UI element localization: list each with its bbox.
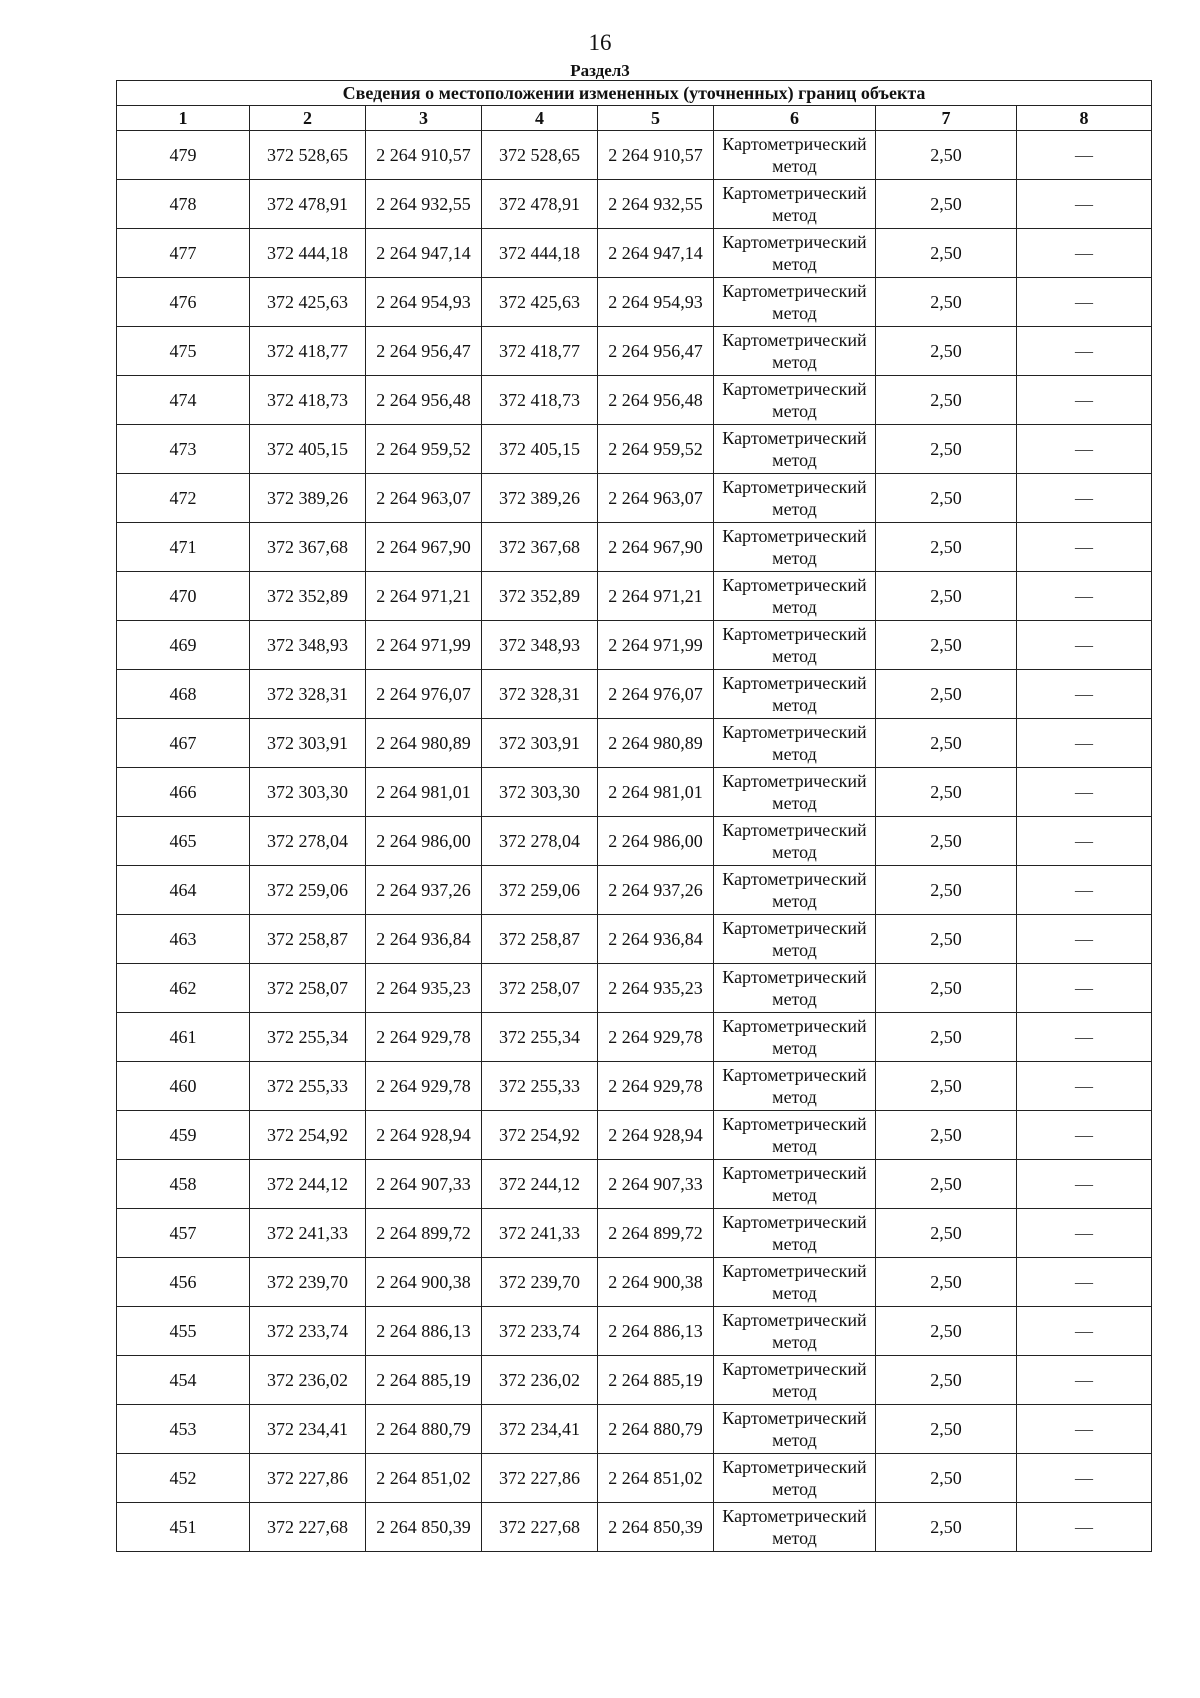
x-new-cell: 372 278,04 (482, 817, 598, 866)
description-cell: — (1017, 131, 1152, 180)
method-cell: Картометрический метод (714, 474, 876, 523)
accuracy-cell: 2,50 (876, 621, 1017, 670)
accuracy-cell: 2,50 (876, 1258, 1017, 1307)
method-cell: Картометрический метод (714, 817, 876, 866)
point-number-cell: 472 (117, 474, 250, 523)
accuracy-cell: 2,50 (876, 1405, 1017, 1454)
accuracy-cell: 2,50 (876, 1356, 1017, 1405)
y-old-cell: 2 264 971,99 (366, 621, 482, 670)
y-new-cell: 2 264 928,94 (598, 1111, 714, 1160)
x-old-cell: 372 444,18 (250, 229, 366, 278)
table-row (117, 817, 1152, 866)
x-old-cell: 372 227,86 (250, 1454, 366, 1503)
y-new-cell: 2 264 910,57 (598, 131, 714, 180)
x-old-cell: 372 259,06 (250, 866, 366, 915)
column-number: 1 (117, 106, 250, 131)
x-old-cell: 372 255,34 (250, 1013, 366, 1062)
point-number-cell: 476 (117, 278, 250, 327)
point-number-cell: 452 (117, 1454, 250, 1503)
y-old-cell: 2 264 954,93 (366, 278, 482, 327)
y-new-cell: 2 264 932,55 (598, 180, 714, 229)
point-number-cell: 478 (117, 180, 250, 229)
table-body (117, 131, 1152, 1552)
method-cell: Картометрический метод (714, 719, 876, 768)
point-number-cell: 451 (117, 1503, 250, 1552)
table-row (117, 327, 1152, 376)
point-number-cell: 461 (117, 1013, 250, 1062)
y-old-cell: 2 264 956,47 (366, 327, 482, 376)
method-cell: Картометрический метод (714, 866, 876, 915)
y-old-cell: 2 264 936,84 (366, 915, 482, 964)
point-number-cell: 459 (117, 1111, 250, 1160)
table-row (117, 670, 1152, 719)
table-row (117, 1062, 1152, 1111)
point-number-cell: 470 (117, 572, 250, 621)
description-cell: — (1017, 327, 1152, 376)
x-old-cell: 372 425,63 (250, 278, 366, 327)
table-row (117, 1307, 1152, 1356)
x-new-cell: 372 258,07 (482, 964, 598, 1013)
table-row (117, 1405, 1152, 1454)
x-old-cell: 372 418,77 (250, 327, 366, 376)
x-old-cell: 372 405,15 (250, 425, 366, 474)
x-new-cell: 372 328,31 (482, 670, 598, 719)
x-new-cell: 372 405,15 (482, 425, 598, 474)
method-cell: Картометрический метод (714, 1356, 876, 1405)
method-cell: Картометрический метод (714, 670, 876, 719)
method-cell: Картометрический метод (714, 768, 876, 817)
y-old-cell: 2 264 971,21 (366, 572, 482, 621)
accuracy-cell: 2,50 (876, 915, 1017, 964)
method-cell: Картометрический метод (714, 523, 876, 572)
x-old-cell: 372 254,92 (250, 1111, 366, 1160)
table-row (117, 1013, 1152, 1062)
y-new-cell: 2 264 947,14 (598, 229, 714, 278)
accuracy-cell: 2,50 (876, 768, 1017, 817)
x-new-cell: 372 444,18 (482, 229, 598, 278)
y-old-cell: 2 264 963,07 (366, 474, 482, 523)
method-cell: Картометрический метод (714, 180, 876, 229)
table-row (117, 621, 1152, 670)
accuracy-cell: 2,50 (876, 964, 1017, 1013)
y-old-cell: 2 264 956,48 (366, 376, 482, 425)
y-old-cell: 2 264 980,89 (366, 719, 482, 768)
y-new-cell: 2 264 929,78 (598, 1062, 714, 1111)
point-number-cell: 465 (117, 817, 250, 866)
y-new-cell: 2 264 935,23 (598, 964, 714, 1013)
table-row (117, 180, 1152, 229)
y-old-cell: 2 264 851,02 (366, 1454, 482, 1503)
method-cell: Картометрический метод (714, 1209, 876, 1258)
accuracy-cell: 2,50 (876, 1307, 1017, 1356)
x-new-cell: 372 255,33 (482, 1062, 598, 1111)
description-cell: — (1017, 572, 1152, 621)
table-title: Сведения о местоположении измененных (уточненных) границ объекта (117, 81, 1152, 106)
y-old-cell: 2 264 885,19 (366, 1356, 482, 1405)
x-old-cell: 372 478,91 (250, 180, 366, 229)
accuracy-cell: 2,50 (876, 1013, 1017, 1062)
point-number-cell: 455 (117, 1307, 250, 1356)
description-cell: — (1017, 1356, 1152, 1405)
x-old-cell: 372 239,70 (250, 1258, 366, 1307)
description-cell: — (1017, 180, 1152, 229)
x-new-cell: 372 425,63 (482, 278, 598, 327)
x-new-cell: 372 255,34 (482, 1013, 598, 1062)
accuracy-cell: 2,50 (876, 670, 1017, 719)
x-old-cell: 372 255,33 (250, 1062, 366, 1111)
x-new-cell: 372 352,89 (482, 572, 598, 621)
x-old-cell: 372 328,31 (250, 670, 366, 719)
accuracy-cell: 2,50 (876, 376, 1017, 425)
x-new-cell: 372 418,77 (482, 327, 598, 376)
x-old-cell: 372 278,04 (250, 817, 366, 866)
y-old-cell: 2 264 976,07 (366, 670, 482, 719)
page-number: 16 (588, 30, 612, 55)
description-cell: — (1017, 278, 1152, 327)
method-cell: Картометрический метод (714, 1454, 876, 1503)
column-number: 4 (482, 106, 598, 131)
y-new-cell: 2 264 850,39 (598, 1503, 714, 1552)
x-new-cell: 372 227,68 (482, 1503, 598, 1552)
y-old-cell: 2 264 910,57 (366, 131, 482, 180)
x-old-cell: 372 227,68 (250, 1503, 366, 1552)
y-new-cell: 2 264 851,02 (598, 1454, 714, 1503)
y-old-cell: 2 264 929,78 (366, 1013, 482, 1062)
x-old-cell: 372 367,68 (250, 523, 366, 572)
x-old-cell: 372 233,74 (250, 1307, 366, 1356)
point-number-cell: 458 (117, 1160, 250, 1209)
table-row (117, 1111, 1152, 1160)
x-old-cell: 372 244,12 (250, 1160, 366, 1209)
y-old-cell: 2 264 986,00 (366, 817, 482, 866)
accuracy-cell: 2,50 (876, 1111, 1017, 1160)
accuracy-cell: 2,50 (876, 1209, 1017, 1258)
x-new-cell: 372 418,73 (482, 376, 598, 425)
y-new-cell: 2 264 956,48 (598, 376, 714, 425)
method-cell: Картометрический метод (714, 964, 876, 1013)
description-cell: — (1017, 1160, 1152, 1209)
point-number-cell: 471 (117, 523, 250, 572)
accuracy-cell: 2,50 (876, 817, 1017, 866)
point-number-cell: 474 (117, 376, 250, 425)
table-row (117, 1258, 1152, 1307)
accuracy-cell: 2,50 (876, 523, 1017, 572)
x-new-cell: 372 236,02 (482, 1356, 598, 1405)
y-old-cell: 2 264 935,23 (366, 964, 482, 1013)
x-old-cell: 372 348,93 (250, 621, 366, 670)
y-new-cell: 2 264 976,07 (598, 670, 714, 719)
table-row (117, 719, 1152, 768)
x-new-cell: 372 259,06 (482, 866, 598, 915)
point-number-cell: 477 (117, 229, 250, 278)
point-number-cell: 469 (117, 621, 250, 670)
point-number-cell: 473 (117, 425, 250, 474)
accuracy-cell: 2,50 (876, 180, 1017, 229)
accuracy-cell: 2,50 (876, 1503, 1017, 1552)
method-cell: Картометрический метод (714, 278, 876, 327)
method-cell: Картометрический метод (714, 621, 876, 670)
y-new-cell: 2 264 986,00 (598, 817, 714, 866)
x-old-cell: 372 418,73 (250, 376, 366, 425)
point-number-cell: 475 (117, 327, 250, 376)
accuracy-cell: 2,50 (876, 1454, 1017, 1503)
accuracy-cell: 2,50 (876, 474, 1017, 523)
method-cell: Картометрический метод (714, 572, 876, 621)
point-number-cell: 468 (117, 670, 250, 719)
x-new-cell: 372 258,87 (482, 915, 598, 964)
y-new-cell: 2 264 886,13 (598, 1307, 714, 1356)
method-cell: Картометрический метод (714, 327, 876, 376)
accuracy-cell: 2,50 (876, 229, 1017, 278)
description-cell: — (1017, 915, 1152, 964)
y-old-cell: 2 264 981,01 (366, 768, 482, 817)
table-row (117, 964, 1152, 1013)
method-cell: Картометрический метод (714, 131, 876, 180)
point-number-cell: 456 (117, 1258, 250, 1307)
x-new-cell: 372 241,33 (482, 1209, 598, 1258)
y-new-cell: 2 264 971,99 (598, 621, 714, 670)
description-cell: — (1017, 670, 1152, 719)
table-row (117, 1503, 1152, 1552)
x-old-cell: 372 234,41 (250, 1405, 366, 1454)
y-old-cell: 2 264 850,39 (366, 1503, 482, 1552)
description-cell: — (1017, 1111, 1152, 1160)
y-old-cell: 2 264 937,26 (366, 866, 482, 915)
x-new-cell: 372 478,91 (482, 180, 598, 229)
method-cell: Картометрический метод (714, 229, 876, 278)
description-cell: — (1017, 817, 1152, 866)
method-cell: Картометрический метод (714, 425, 876, 474)
y-old-cell: 2 264 900,38 (366, 1258, 482, 1307)
y-old-cell: 2 264 967,90 (366, 523, 482, 572)
accuracy-cell: 2,50 (876, 425, 1017, 474)
point-number-cell: 479 (117, 131, 250, 180)
boundary-coordinates-table (116, 80, 1152, 1552)
method-cell: Картометрический метод (714, 1503, 876, 1552)
x-new-cell: 372 303,91 (482, 719, 598, 768)
y-old-cell: 2 264 907,33 (366, 1160, 482, 1209)
x-old-cell: 372 303,30 (250, 768, 366, 817)
description-cell: — (1017, 425, 1152, 474)
description-cell: — (1017, 964, 1152, 1013)
description-cell: — (1017, 1503, 1152, 1552)
y-new-cell: 2 264 929,78 (598, 1013, 714, 1062)
method-cell: Картометрический метод (714, 1013, 876, 1062)
column-number-row (117, 106, 1152, 131)
x-new-cell: 372 528,65 (482, 131, 598, 180)
method-cell: Картометрический метод (714, 1111, 876, 1160)
accuracy-cell: 2,50 (876, 131, 1017, 180)
table-row (117, 131, 1152, 180)
point-number-cell: 463 (117, 915, 250, 964)
y-old-cell: 2 264 932,55 (366, 180, 482, 229)
column-number: 5 (598, 106, 714, 131)
x-new-cell: 372 367,68 (482, 523, 598, 572)
table-title-row (117, 81, 1152, 106)
y-old-cell: 2 264 959,52 (366, 425, 482, 474)
y-old-cell: 2 264 880,79 (366, 1405, 482, 1454)
y-new-cell: 2 264 899,72 (598, 1209, 714, 1258)
point-number-cell: 462 (117, 964, 250, 1013)
description-cell: — (1017, 1258, 1152, 1307)
y-old-cell: 2 264 947,14 (366, 229, 482, 278)
method-cell: Картометрический метод (714, 1307, 876, 1356)
y-old-cell: 2 264 929,78 (366, 1062, 482, 1111)
accuracy-cell: 2,50 (876, 1062, 1017, 1111)
table-row (117, 278, 1152, 327)
point-number-cell: 466 (117, 768, 250, 817)
y-new-cell: 2 264 900,38 (598, 1258, 714, 1307)
point-number-cell: 454 (117, 1356, 250, 1405)
x-new-cell: 372 239,70 (482, 1258, 598, 1307)
table-row (117, 376, 1152, 425)
x-new-cell: 372 303,30 (482, 768, 598, 817)
description-cell: — (1017, 376, 1152, 425)
table-row (117, 866, 1152, 915)
x-old-cell: 372 352,89 (250, 572, 366, 621)
description-cell: — (1017, 1454, 1152, 1503)
point-number-cell: 453 (117, 1405, 250, 1454)
x-new-cell: 372 244,12 (482, 1160, 598, 1209)
description-cell: — (1017, 1405, 1152, 1454)
point-number-cell: 467 (117, 719, 250, 768)
table-row (117, 1356, 1152, 1405)
description-cell: — (1017, 1209, 1152, 1258)
table-row (117, 474, 1152, 523)
accuracy-cell: 2,50 (876, 866, 1017, 915)
point-number-cell: 464 (117, 866, 250, 915)
description-cell: — (1017, 229, 1152, 278)
description-cell: — (1017, 1062, 1152, 1111)
y-new-cell: 2 264 954,93 (598, 278, 714, 327)
y-new-cell: 2 264 959,52 (598, 425, 714, 474)
x-old-cell: 372 241,33 (250, 1209, 366, 1258)
y-old-cell: 2 264 928,94 (366, 1111, 482, 1160)
description-cell: — (1017, 1307, 1152, 1356)
point-number-cell: 460 (117, 1062, 250, 1111)
y-new-cell: 2 264 907,33 (598, 1160, 714, 1209)
column-number: 2 (250, 106, 366, 131)
x-new-cell: 372 254,92 (482, 1111, 598, 1160)
x-new-cell: 372 389,26 (482, 474, 598, 523)
description-cell: — (1017, 719, 1152, 768)
y-new-cell: 2 264 937,26 (598, 866, 714, 915)
x-old-cell: 372 389,26 (250, 474, 366, 523)
x-new-cell: 372 227,86 (482, 1454, 598, 1503)
accuracy-cell: 2,50 (876, 572, 1017, 621)
x-new-cell: 372 234,41 (482, 1405, 598, 1454)
accuracy-cell: 2,50 (876, 278, 1017, 327)
method-cell: Картометрический метод (714, 1405, 876, 1454)
method-cell: Картометрический метод (714, 915, 876, 964)
x-old-cell: 372 236,02 (250, 1356, 366, 1405)
table-row (117, 1454, 1152, 1503)
table-row (117, 523, 1152, 572)
description-cell: — (1017, 1013, 1152, 1062)
table-row (117, 572, 1152, 621)
description-cell: — (1017, 474, 1152, 523)
accuracy-cell: 2,50 (876, 327, 1017, 376)
column-number: 8 (1017, 106, 1152, 131)
y-new-cell: 2 264 971,21 (598, 572, 714, 621)
table-row (117, 768, 1152, 817)
section-label: Раздел3 (570, 61, 630, 80)
y-new-cell: 2 264 936,84 (598, 915, 714, 964)
description-cell: — (1017, 523, 1152, 572)
table-row (117, 915, 1152, 964)
table-row (117, 1160, 1152, 1209)
description-cell: — (1017, 768, 1152, 817)
accuracy-cell: 2,50 (876, 719, 1017, 768)
y-new-cell: 2 264 880,79 (598, 1405, 714, 1454)
column-number: 6 (714, 106, 876, 131)
description-cell: — (1017, 621, 1152, 670)
description-cell: — (1017, 866, 1152, 915)
y-new-cell: 2 264 963,07 (598, 474, 714, 523)
x-old-cell: 372 528,65 (250, 131, 366, 180)
y-new-cell: 2 264 981,01 (598, 768, 714, 817)
method-cell: Картометрический метод (714, 1062, 876, 1111)
method-cell: Картометрический метод (714, 376, 876, 425)
x-new-cell: 372 233,74 (482, 1307, 598, 1356)
y-new-cell: 2 264 980,89 (598, 719, 714, 768)
x-old-cell: 372 258,87 (250, 915, 366, 964)
table-row (117, 1209, 1152, 1258)
accuracy-cell: 2,50 (876, 1160, 1017, 1209)
table-row (117, 425, 1152, 474)
table-row (117, 229, 1152, 278)
y-new-cell: 2 264 967,90 (598, 523, 714, 572)
method-cell: Картометрический метод (714, 1258, 876, 1307)
column-number: 7 (876, 106, 1017, 131)
column-number: 3 (366, 106, 482, 131)
y-old-cell: 2 264 886,13 (366, 1307, 482, 1356)
method-cell: Картометрический метод (714, 1160, 876, 1209)
y-new-cell: 2 264 885,19 (598, 1356, 714, 1405)
x-old-cell: 372 258,07 (250, 964, 366, 1013)
y-new-cell: 2 264 956,47 (598, 327, 714, 376)
point-number-cell: 457 (117, 1209, 250, 1258)
x-old-cell: 372 303,91 (250, 719, 366, 768)
x-new-cell: 372 348,93 (482, 621, 598, 670)
y-old-cell: 2 264 899,72 (366, 1209, 482, 1258)
